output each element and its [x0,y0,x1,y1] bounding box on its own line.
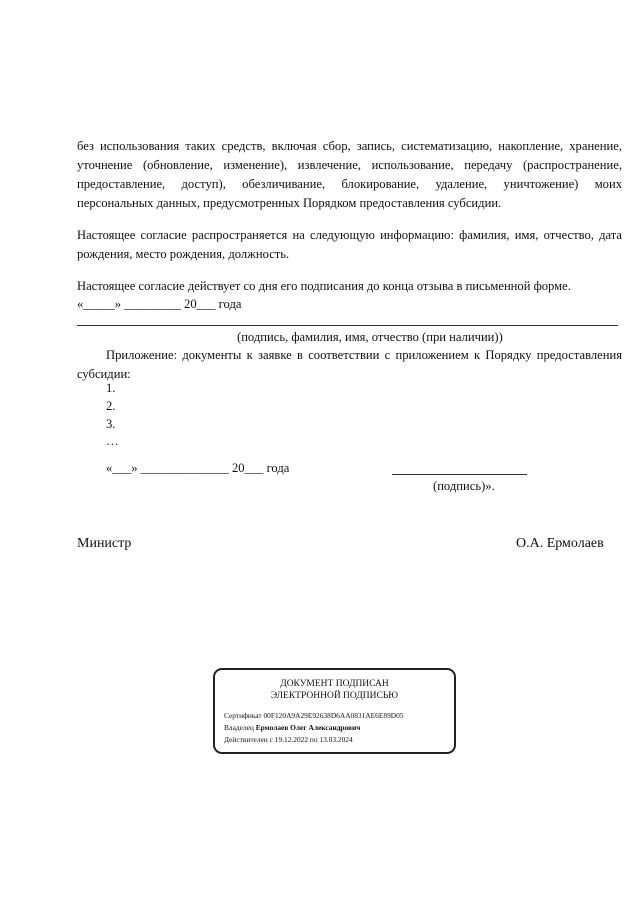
text-line: субсидии: [77,367,131,381]
text-line: рождения, место рождения, должность. [77,247,290,261]
stamp-owner [224,723,360,733]
list-item: 3. [106,417,116,431]
stamp-owner-label: Владелец [224,723,254,732]
consent-paragraph-processing [77,137,622,213]
date-line: «___» ______________ 20___ года [106,461,290,475]
list-item: 1. [106,381,116,395]
signer-name: О.А. Ермолаев [516,536,604,551]
signature-caption: (подпись, фамилия, имя, отчество (при наличии)) [237,330,503,344]
date-line: «_____» _________ 20___ года [77,297,242,311]
text-line: без использования таких средств, включая сбор, запись, систематизацию, накопление, хранение, [77,139,622,153]
signature-line [392,474,527,475]
signature-label: (подпись)». [433,479,495,493]
stamp-owner-value: Ермолаев Олег Александрович [255,723,361,732]
stamp-title-line1: ДОКУМЕНТ ПОДПИСАН [280,679,389,689]
stamp-certificate-label: Сертификат [224,711,262,720]
signer-position: Министр [77,536,132,551]
stamp-validity-from-label: с [269,735,273,744]
signature-underline [77,325,618,326]
stamp-title-line2: ЭЛЕКТРОННОЙ ПОДПИСЬЮ [270,691,399,701]
list-item: 2. [106,399,116,413]
stamp-validity-to: 13.03.2024 [319,735,353,744]
consent-paragraph-scope [77,226,622,264]
stamp-validity-label: Действителен [224,735,268,744]
stamp-certificate [224,711,404,721]
attachment-paragraph [77,346,622,384]
list-item: … [106,434,119,448]
electronic-signature-stamp [213,668,456,754]
stamp-validity-to-label: по [309,735,318,744]
text-line: уточнение (обновление, изменение), извлечение, использование, передачу (распространение, [77,158,622,172]
text-line: Настоящее согласие распространяется на следующую информацию: фамилия, имя, отчество, дата [77,228,622,242]
stamp-certificate-value: 00F120A9A29E92638D6AA0831AE6E89D05 [263,711,404,720]
text-line: персональных данных, предусмотренных Порядком предоставления субсидии. [77,196,502,210]
text-line: предоставление, доступ), обезличивание, блокирование, удаление, уничтожение) моих [77,177,622,191]
text-line: Приложение: документы к заявке в соответствии с приложением к Порядку предоставления [106,348,622,362]
stamp-validity [224,735,353,745]
consent-paragraph-validity: Настоящее согласие действует со дня его подписания до конца отзыва в письменной форме. [77,279,571,293]
stamp-validity-from: 19.12.2022 [274,735,309,744]
